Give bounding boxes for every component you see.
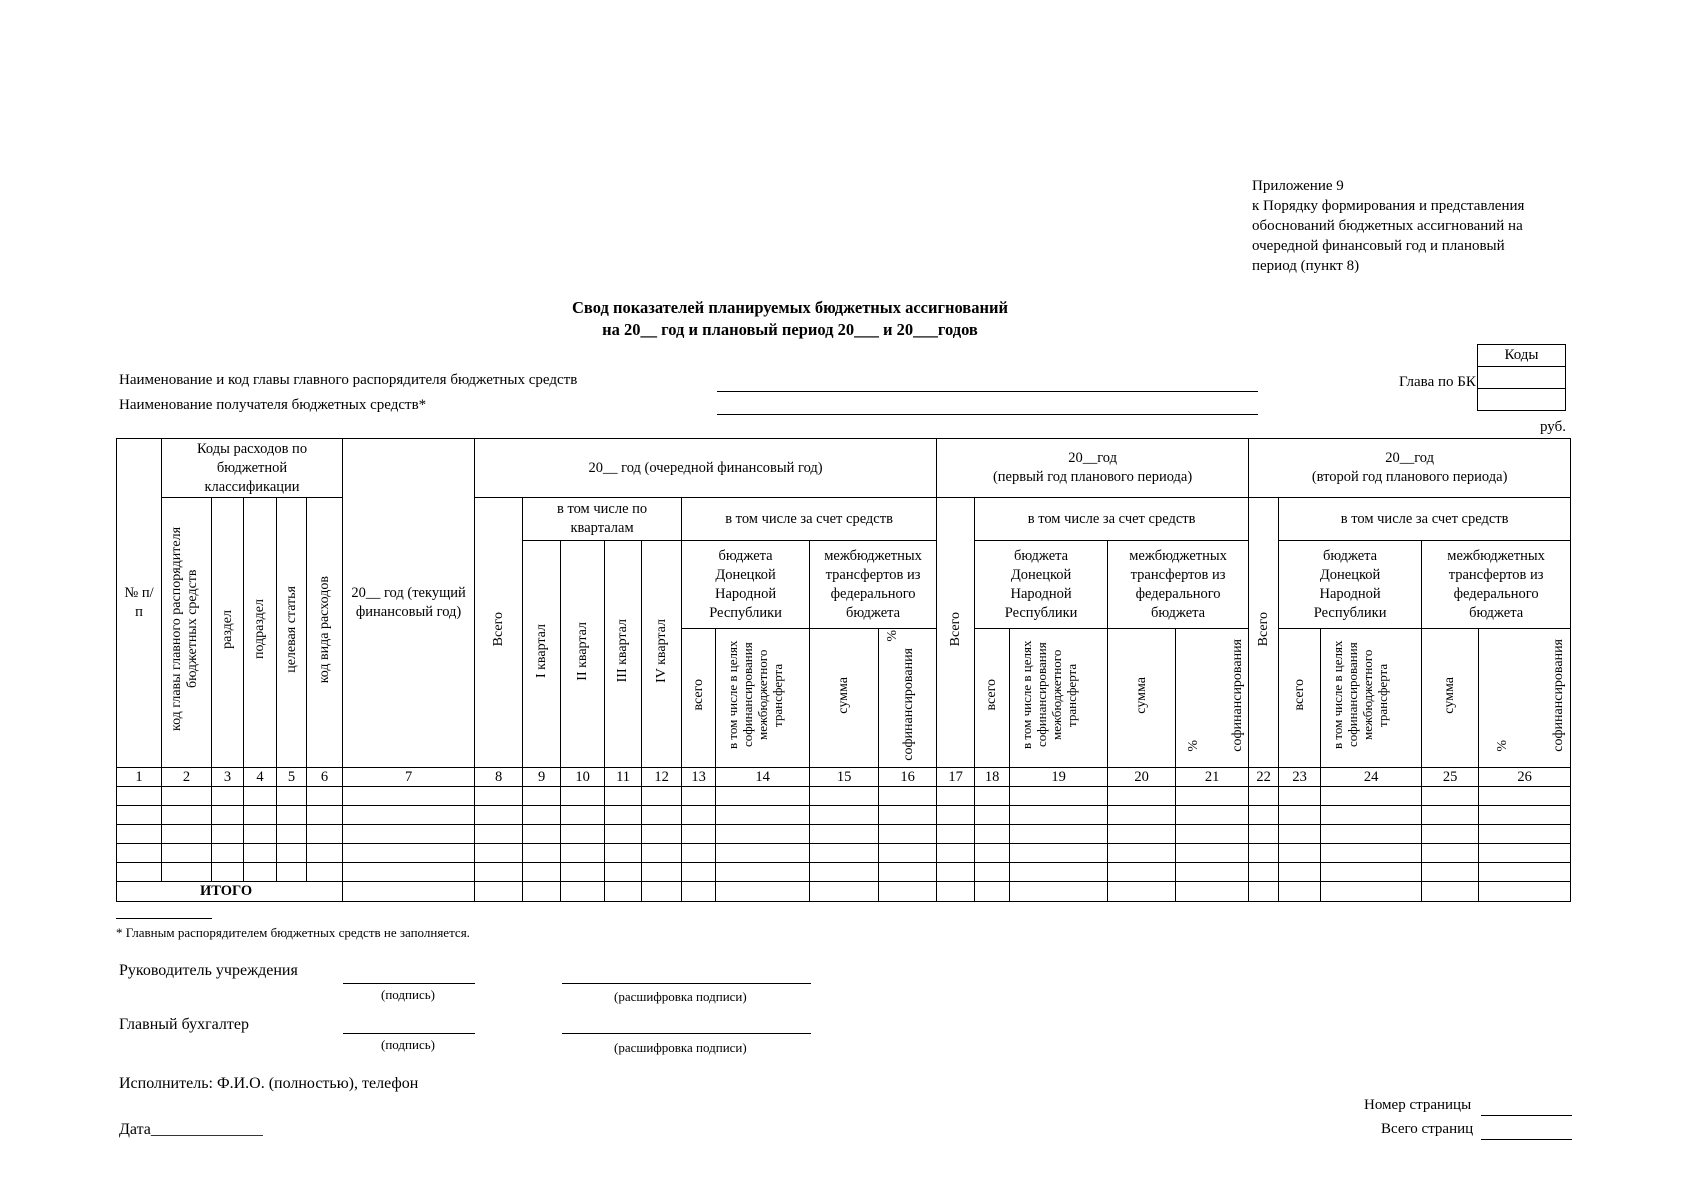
- total-row-label: ИТОГО: [117, 881, 343, 901]
- data-cell[interactable]: [716, 881, 810, 901]
- data-cell[interactable]: [561, 824, 605, 843]
- year3-total: Всего: [1249, 498, 1279, 768]
- current-year-header: 20__ год (текущий финансовый год): [343, 439, 475, 768]
- data-cell[interactable]: [523, 786, 561, 805]
- col-number: 20: [1108, 767, 1176, 786]
- data-cell[interactable]: [879, 843, 937, 862]
- data-cell[interactable]: [879, 786, 937, 805]
- num-header: № п/п: [117, 439, 162, 768]
- data-cell[interactable]: [1010, 786, 1108, 805]
- accountant-signature-caption: (подпись): [381, 1037, 435, 1052]
- total-row: [117, 881, 1571, 901]
- recipient-label: Наименование получателя бюджетных средств*: [119, 397, 427, 413]
- data-cell[interactable]: [810, 862, 879, 881]
- data-cell[interactable]: [682, 786, 716, 805]
- data-cell[interactable]: [642, 843, 682, 862]
- data-cell[interactable]: [523, 862, 561, 881]
- col-number: 19: [1010, 767, 1108, 786]
- chapter-code-cell[interactable]: [1478, 367, 1566, 389]
- data-cell[interactable]: [1176, 805, 1249, 824]
- executor-label: Исполнитель: Ф.И.О. (полностью), телефон: [119, 1075, 419, 1092]
- data-cell[interactable]: [810, 786, 879, 805]
- data-cell[interactable]: [277, 862, 307, 881]
- data-cell[interactable]: [117, 824, 162, 843]
- data-cell[interactable]: [682, 805, 716, 824]
- accountant-decryption-field[interactable]: [562, 1033, 811, 1034]
- data-cell[interactable]: [1010, 881, 1108, 901]
- quarter-4: IV квартал: [642, 541, 682, 768]
- data-cell[interactable]: [879, 805, 937, 824]
- data-cell[interactable]: [605, 881, 642, 901]
- col-number: 24: [1321, 767, 1422, 786]
- data-cell[interactable]: [1249, 805, 1279, 824]
- document-title: [420, 297, 1160, 341]
- data-cell[interactable]: [1108, 786, 1176, 805]
- data-cell[interactable]: [1249, 862, 1279, 881]
- data-cell[interactable]: [277, 843, 307, 862]
- col-number: 6: [307, 767, 343, 786]
- col-number: 13: [682, 767, 716, 786]
- data-cell[interactable]: [1422, 805, 1479, 824]
- data-cell[interactable]: [117, 805, 162, 824]
- data-cell[interactable]: [605, 862, 642, 881]
- col-section: раздел: [212, 498, 244, 768]
- data-cell[interactable]: [1321, 824, 1422, 843]
- y3-sub-cofinancing: в том числе в целях софинансирования межбюджетного трансферта: [1321, 629, 1422, 768]
- data-cell[interactable]: [642, 805, 682, 824]
- data-cell[interactable]: [212, 786, 244, 805]
- col-expense-type: код вида расходов: [307, 498, 343, 768]
- col-number: 1: [117, 767, 162, 786]
- y2-sub-cofinancing: в том числе в целях софинансирования межбюджетного трансферта: [1010, 629, 1108, 768]
- y1-sub-cofinancing: в том числе в целях софинансирования межбюджетного трансферта: [716, 629, 810, 768]
- head-signature-caption: (подпись): [381, 987, 435, 1002]
- year2-label: 20__год: [1068, 450, 1117, 466]
- data-cell[interactable]: [117, 862, 162, 881]
- data-cell[interactable]: [1279, 881, 1321, 901]
- data-cell[interactable]: [1249, 881, 1279, 901]
- col-number: 5: [277, 767, 307, 786]
- head-decryption-caption: (расшифровка подписи): [614, 989, 747, 1004]
- appendix-line: Приложение 9: [1252, 178, 1344, 194]
- data-cell[interactable]: [162, 843, 212, 862]
- data-cell[interactable]: [162, 786, 212, 805]
- data-cell[interactable]: [1479, 881, 1571, 901]
- appendix-note: [1252, 176, 1552, 276]
- data-cell[interactable]: [277, 824, 307, 843]
- year3-funds-group: в том числе за счет средств: [1279, 498, 1571, 541]
- appendix-line: период (пункт 8): [1252, 258, 1360, 274]
- data-cell[interactable]: [212, 805, 244, 824]
- data-cell[interactable]: [1176, 881, 1249, 901]
- data-cell[interactable]: [561, 843, 605, 862]
- data-cell[interactable]: [1279, 824, 1321, 843]
- data-cell[interactable]: [1010, 824, 1108, 843]
- data-cell[interactable]: [212, 824, 244, 843]
- data-cell[interactable]: [605, 824, 642, 843]
- data-cell[interactable]: [1422, 881, 1479, 901]
- data-cell[interactable]: [343, 824, 475, 843]
- col-number: 10: [561, 767, 605, 786]
- col-number: 15: [810, 767, 879, 786]
- col-number: 4: [244, 767, 277, 786]
- data-cell[interactable]: [879, 824, 937, 843]
- data-cell[interactable]: [307, 805, 343, 824]
- data-cell[interactable]: [117, 786, 162, 805]
- codes-box: [1477, 344, 1566, 411]
- data-cell[interactable]: [937, 843, 975, 862]
- col-number: 17: [937, 767, 975, 786]
- year3-sublabel: (второй год планового периода): [1311, 469, 1508, 485]
- data-cell[interactable]: [1479, 824, 1571, 843]
- data-cell[interactable]: [642, 786, 682, 805]
- data-cell[interactable]: [307, 862, 343, 881]
- appendix-line: к Порядку формирования и представления: [1252, 198, 1525, 214]
- data-cell[interactable]: [975, 843, 1010, 862]
- year1-funds-group: в том числе за счет средств: [682, 498, 937, 541]
- table-row[interactable]: [117, 843, 1571, 862]
- data-cell[interactable]: [307, 824, 343, 843]
- y3-federal-transfers: межбюджетных трансфертов из федерального бюджета: [1422, 541, 1571, 629]
- data-cell[interactable]: [244, 805, 277, 824]
- footnote-divider: [116, 918, 212, 919]
- data-cell[interactable]: [307, 843, 343, 862]
- data-cell[interactable]: [975, 881, 1010, 901]
- data-cell[interactable]: [605, 786, 642, 805]
- data-cell[interactable]: [1176, 843, 1249, 862]
- data-cell[interactable]: [716, 862, 810, 881]
- data-cell[interactable]: [1321, 805, 1422, 824]
- data-cell[interactable]: [716, 843, 810, 862]
- data-cell[interactable]: [343, 805, 475, 824]
- data-cell[interactable]: [523, 824, 561, 843]
- head-label: Руководитель учреждения: [119, 962, 298, 979]
- column-number-row: [117, 767, 1571, 786]
- data-cell[interactable]: [244, 862, 277, 881]
- year2-funds-group: в том числе за счет средств: [975, 498, 1249, 541]
- budget-table: [116, 438, 1571, 902]
- data-cell[interactable]: [1479, 805, 1571, 824]
- data-cell[interactable]: [810, 843, 879, 862]
- data-cell[interactable]: [682, 862, 716, 881]
- y1-sub-total: всего: [682, 629, 716, 768]
- accountant-decryption-caption: (расшифровка подписи): [614, 1040, 747, 1055]
- col-number: 12: [642, 767, 682, 786]
- page-number-field[interactable]: [1481, 1115, 1572, 1116]
- data-cell[interactable]: [244, 824, 277, 843]
- recipient-field[interactable]: [717, 414, 1258, 415]
- col-number: 7: [343, 767, 475, 786]
- data-cell[interactable]: [117, 843, 162, 862]
- title-line-1: Свод показателей планируемых бюджетных ассигнований: [572, 298, 1008, 317]
- data-cell[interactable]: [1249, 843, 1279, 862]
- data-cell[interactable]: [810, 881, 879, 901]
- data-cell[interactable]: [1108, 805, 1176, 824]
- data-cell[interactable]: [810, 824, 879, 843]
- data-cell[interactable]: [1176, 824, 1249, 843]
- data-cell[interactable]: [682, 881, 716, 901]
- y2-sub-sum: сумма: [1108, 629, 1176, 768]
- y1-dnr-budget: бюджета Донецкой Народной Республики: [682, 541, 810, 629]
- data-cell[interactable]: [937, 786, 975, 805]
- data-cell[interactable]: [244, 786, 277, 805]
- data-cell[interactable]: [1321, 881, 1422, 901]
- data-cell[interactable]: [307, 786, 343, 805]
- head-signature-field[interactable]: [343, 983, 475, 984]
- title-line-2: на 20__ год и плановый период 20___ и 20___годов: [602, 320, 978, 339]
- data-cell[interactable]: [1422, 824, 1479, 843]
- data-cell[interactable]: [343, 881, 475, 901]
- year1-header: 20__ год (очередной финансовый год): [475, 439, 937, 498]
- total-pages-field[interactable]: [1481, 1139, 1572, 1140]
- data-cell[interactable]: [343, 862, 475, 881]
- y1-sub-percent: %софинансирования: [879, 629, 937, 768]
- data-cell[interactable]: [605, 805, 642, 824]
- data-cell[interactable]: [975, 786, 1010, 805]
- accountant-signature-field[interactable]: [343, 1033, 475, 1034]
- data-cell[interactable]: [162, 862, 212, 881]
- data-cell[interactable]: [1010, 862, 1108, 881]
- col-number: 21: [1176, 767, 1249, 786]
- table-row[interactable]: [117, 805, 1571, 824]
- date-label: Дата______________: [119, 1121, 263, 1138]
- data-cell[interactable]: [937, 824, 975, 843]
- data-cell[interactable]: [475, 843, 523, 862]
- data-cell[interactable]: [716, 786, 810, 805]
- head-decryption-field[interactable]: [562, 983, 811, 984]
- data-cell[interactable]: [682, 843, 716, 862]
- data-cell[interactable]: [1108, 881, 1176, 901]
- y2-dnr-budget: бюджета Донецкой Народной Республики: [975, 541, 1108, 629]
- accountant-label: Главный бухгалтер: [119, 1016, 249, 1033]
- recipient-code-cell[interactable]: [1478, 389, 1566, 411]
- quarters-group: в том числе по кварталам: [523, 498, 682, 541]
- col-number: 26: [1479, 767, 1571, 786]
- main-manager-field[interactable]: [717, 391, 1258, 392]
- total-pages-label: Всего страниц: [1381, 1121, 1474, 1137]
- table-row[interactable]: [117, 824, 1571, 843]
- data-cell[interactable]: [1249, 786, 1279, 805]
- data-cell[interactable]: [343, 786, 475, 805]
- data-cell[interactable]: [561, 862, 605, 881]
- quarter-1: I квартал: [523, 541, 561, 768]
- data-cell[interactable]: [810, 805, 879, 824]
- col-number: 11: [605, 767, 642, 786]
- y1-federal-transfers: межбюджетных трансфертов из федерального бюджета: [810, 541, 937, 629]
- data-cell[interactable]: [937, 805, 975, 824]
- main-manager-label: Наименование и код главы главного распорядителя бюджетных средств: [119, 372, 578, 388]
- col-number: 25: [1422, 767, 1479, 786]
- data-cell[interactable]: [212, 862, 244, 881]
- data-cell[interactable]: [1321, 786, 1422, 805]
- data-cell[interactable]: [1010, 805, 1108, 824]
- data-cell[interactable]: [475, 881, 523, 901]
- col-number: 23: [1279, 767, 1321, 786]
- col-main-manager-code: код главы главного распорядителя бюджетных средств: [162, 498, 212, 768]
- data-cell[interactable]: [1279, 805, 1321, 824]
- data-cell[interactable]: [277, 786, 307, 805]
- data-cell[interactable]: [343, 843, 475, 862]
- data-cell[interactable]: [642, 862, 682, 881]
- data-cell[interactable]: [475, 824, 523, 843]
- chapter-label: Глава по БК: [1399, 374, 1476, 390]
- data-cell[interactable]: [1422, 843, 1479, 862]
- col-target-article: целевая статья: [277, 498, 307, 768]
- data-cell[interactable]: [1479, 843, 1571, 862]
- codes-header: Коды: [1478, 345, 1566, 367]
- quarter-3: III квартал: [605, 541, 642, 768]
- data-cell[interactable]: [682, 824, 716, 843]
- y3-sub-total: всего: [1279, 629, 1321, 768]
- col-number: 8: [475, 767, 523, 786]
- data-cell[interactable]: [561, 805, 605, 824]
- data-cell[interactable]: [523, 881, 561, 901]
- y2-sub-total: всего: [975, 629, 1010, 768]
- y2-sub-percent: % софинансирования: [1176, 629, 1249, 768]
- year1-total: Всего: [475, 498, 523, 768]
- data-cell[interactable]: [212, 843, 244, 862]
- y2-federal-transfers: межбюджетных трансфертов из федерального бюджета: [1108, 541, 1249, 629]
- data-cell[interactable]: [1479, 862, 1571, 881]
- data-cell[interactable]: [1422, 862, 1479, 881]
- data-cell[interactable]: [561, 786, 605, 805]
- col-number: 16: [879, 767, 937, 786]
- year3-label: 20__год: [1385, 450, 1435, 466]
- currency-label: руб.: [1540, 419, 1566, 435]
- data-cell[interactable]: [1279, 843, 1321, 862]
- col-number: 9: [523, 767, 561, 786]
- col-number: 14: [716, 767, 810, 786]
- data-cell[interactable]: [879, 862, 937, 881]
- data-cell[interactable]: [475, 786, 523, 805]
- data-cell[interactable]: [1010, 843, 1108, 862]
- data-cell[interactable]: [1479, 786, 1571, 805]
- col-number: 3: [212, 767, 244, 786]
- data-cell[interactable]: [277, 805, 307, 824]
- data-cell[interactable]: [975, 862, 1010, 881]
- appendix-line: обоснований бюджетных ассигнований на: [1252, 218, 1523, 234]
- data-cell[interactable]: [1321, 862, 1422, 881]
- data-cell[interactable]: [523, 805, 561, 824]
- appendix-line: очередной финансовый год и плановый: [1252, 238, 1505, 254]
- year2-header: [937, 439, 1249, 498]
- y3-dnr-budget: бюджета Донецкой Народной Республики: [1279, 541, 1422, 629]
- quarter-2: II квартал: [561, 541, 605, 768]
- data-cell[interactable]: [162, 805, 212, 824]
- data-cell[interactable]: [523, 843, 561, 862]
- y3-sub-sum: сумма: [1422, 629, 1479, 768]
- table-row[interactable]: [117, 786, 1571, 805]
- data-cell[interactable]: [1176, 786, 1249, 805]
- col-number: 22: [1249, 767, 1279, 786]
- data-cell[interactable]: [1176, 862, 1249, 881]
- data-cell[interactable]: [1108, 862, 1176, 881]
- data-cell[interactable]: [1108, 843, 1176, 862]
- page-number-label: Номер страницы: [1364, 1097, 1472, 1113]
- data-cell[interactable]: [879, 881, 937, 901]
- data-cell[interactable]: [1108, 824, 1176, 843]
- data-cell[interactable]: [475, 805, 523, 824]
- data-cell[interactable]: [716, 805, 810, 824]
- col-number: 18: [975, 767, 1010, 786]
- year3-header: [1249, 439, 1571, 498]
- data-cell[interactable]: [642, 881, 682, 901]
- year2-total: Всего: [937, 498, 975, 768]
- data-cell[interactable]: [561, 881, 605, 901]
- y3-sub-percent: % софинансирования: [1479, 629, 1571, 768]
- y1-sub-sum: сумма: [810, 629, 879, 768]
- year2-sublabel: (первый год планового периода): [992, 469, 1193, 485]
- data-cell[interactable]: [1422, 786, 1479, 805]
- data-cell[interactable]: [1279, 786, 1321, 805]
- codes-group-header: Коды расходов по бюджетной классификации: [162, 439, 343, 498]
- col-subsection: подраздел: [244, 498, 277, 768]
- footnote: * Главным распорядителем бюджетных средств не заполняется.: [116, 925, 470, 940]
- col-number: 2: [162, 767, 212, 786]
- data-cell[interactable]: [1279, 862, 1321, 881]
- data-cell[interactable]: [937, 881, 975, 901]
- data-cell[interactable]: [716, 824, 810, 843]
- data-cell[interactable]: [937, 862, 975, 881]
- data-cell[interactable]: [162, 824, 212, 843]
- data-cell[interactable]: [975, 805, 1010, 824]
- data-cell[interactable]: [475, 862, 523, 881]
- data-cell[interactable]: [642, 824, 682, 843]
- table-row[interactable]: [117, 862, 1571, 881]
- data-cell[interactable]: [605, 843, 642, 862]
- data-cell[interactable]: [244, 843, 277, 862]
- data-cell[interactable]: [1249, 824, 1279, 843]
- data-cell[interactable]: [1321, 843, 1422, 862]
- data-cell[interactable]: [975, 824, 1010, 843]
